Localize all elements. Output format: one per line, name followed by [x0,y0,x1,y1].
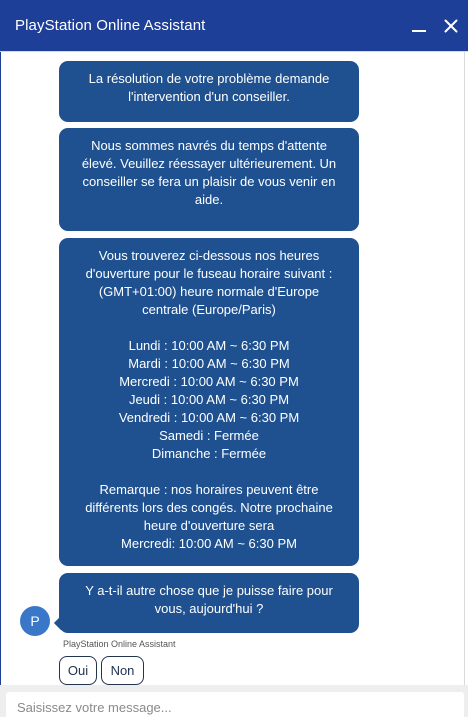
quick-reply-non-button[interactable]: Non [101,656,144,685]
avatar-initial: P [30,613,40,629]
sender-name: PlayStation Online Assistant [63,639,176,649]
assistant-avatar [20,606,50,636]
agent-message: Nous sommes navrés du temps d'attente élevé. Veuillez réessayer ultérieurement. Un conseiller se fera un plaisir de vous venir en aide. [59,128,359,231]
agent-message-opening-hours: Vous trouverez ci-dessous nos heures d'ouverture pour le fuseau horaire suivant : (GMT+01:00) heure normale d'Europe centrale (Europe/Paris) Lundi : 10:00 AM ~ 6:30 PM Mardi : 10:00 AM ~ 6:30 PM Mercredi : 10:00 AM ~ 6:30 PM Jeudi : 10:00 AM ~ 6:30 PM Vendredi : 10:00 AM ~ 6:30 PM Samedi : Fermée Dimanche : Fermée Remarque : nos horaires peuvent être différents lors des congés. Notre prochaine heure d'ouverture sera Mercredi: 10:00 AM ~ 6:30 PM [59,238,359,566]
quick-reply-oui-button[interactable]: Oui [59,656,97,685]
composer [0,685,468,717]
scroll-track[interactable] [464,52,465,692]
agent-message: Y a-t-il autre chose que je puisse faire pour vous, aujourd'hui ? [59,573,359,633]
message-input[interactable] [6,692,464,717]
chat-title: PlayStation Online Assistant [15,17,206,34]
close-icon [444,19,458,33]
close-button[interactable] [440,14,462,38]
chat-header [0,0,468,52]
minimize-button[interactable] [408,14,430,38]
panel-border-left [0,52,1,717]
minimize-icon [411,18,427,34]
agent-message: La résolution de votre problème demande l'intervention d'un conseiller. [59,61,359,122]
